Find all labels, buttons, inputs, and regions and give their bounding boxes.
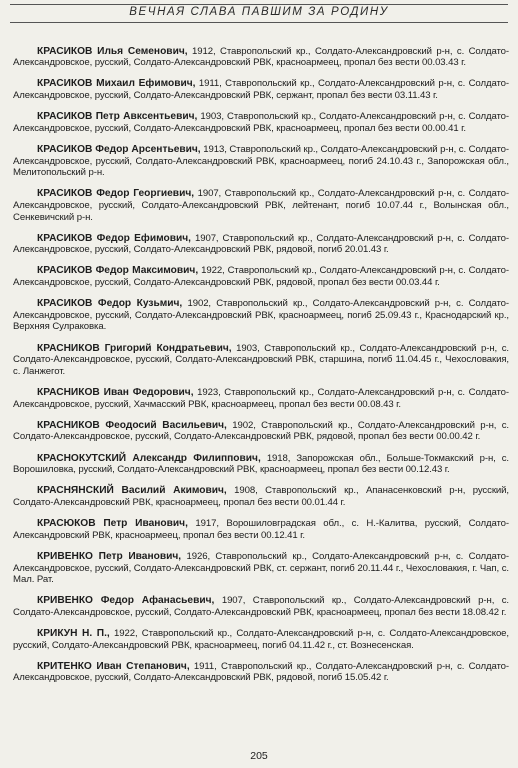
person-details: 1907, Ставропольский кр., Солдато-Александровский р-н, с. Солдато-Александровское, русский, Солдато-Александровский РВК, рядовой, погиб 20.01.43 г. [13,232,509,256]
person-name: КРАСНЯНСКИЙ Василий Акимович, [37,485,227,497]
person-details: 1917, Ворошиловградская обл., с. Н.-Калитва, русский, Солдато-Александровский РВК, красноармеец, пропал без вести 00.12.41 г. [13,518,509,541]
person-name: КРАСНИКОВ Иван Федорович, [37,387,194,398]
person-details: 1902, Ставропольский кр., Солдато-Александровский р-н, с. Солдато-Александровское, русский, Солдато-Александровский РВК, рядовой, пропал без вести 00.00.42 г. [13,419,509,443]
list-item [13,420,509,443]
list-item [13,453,509,476]
person-details: 1918, Запорожская обл., Больше-Токмакский р-н, с. Ворошиловка, русский, Солдато-Александровский РВК, красноармеец, пропал без вести 00.12.43 г. [13,452,510,476]
list-item [13,188,509,223]
list-item [13,518,509,541]
person-details: 1902, Ставропольский кр., Солдато-Александровский р-н, с. Солдато-Александровское, русский, Солдато-Александровский РВК, красноармеец, погиб 25.09.43 г., Краснодарский кр., Верхняя Сулраковка. [13,298,509,333]
list-item [13,661,509,684]
header-rule-bottom [10,22,508,23]
person-details: 1903, Ставропольский кр., Солдато-Александровский р-н, с. Солдато-Александровское, русский, Солдато-Александровский РВК, красноармеец, пропал без вести 00.00.41 г. [13,111,509,134]
person-details: 1922, Ставропольский кр., Солдато-Александровский р-н, с. Солдато-Александровское, русский, Солдато-Александровский РВК, рядовой, пропал без вести 00.03.44 г. [13,265,509,289]
person-name: КРИТЕНКО Иван Степанович, [37,660,190,672]
person-details: 1913, Ставропольский кр., Солдато-Александровский р-н, с. Солдато-Александровское, русский, Солдато-Александровский РВК, красноармеец, погиб 24.10.43 г., Запорожская обл., Мелитопольский р-н. [13,143,510,179]
list-item [13,144,509,179]
person-details: 1911, Ставропольский кр., Солдато-Александровский р-н, с. Солдато-Александровское, русский, Солдато-Александровский РВК, сержант, пропал без вести 03.11.43 г. [13,78,509,101]
person-name: КРАСИКОВ Федор Кузьмич, [37,298,183,310]
person-name: КРАСИКОВ Илья Семенович, [37,45,188,57]
person-name: КРАСИКОВ Петр Авксентьевич, [37,111,198,123]
person-details: 1922, Ставропольский кр., Солдато-Александровский р-н, с. Солдато-Александровское, русский, Солдато-Александровский РВК, красноармеец, погиб 04.11.42 г., ст. Вознесенская. [13,628,509,651]
person-name: КРАСИКОВ Федор Ефимович, [37,232,192,244]
page-number: 205 [250,750,268,762]
person-name: КРИВЕНКО Федор Афанасьевич, [37,595,215,607]
list-item [13,387,509,410]
memorial-list [13,36,509,691]
person-details: 1926, Ставропольский кр., Солдато-Александровский р-н, с. Солдато-Александровское, русский, Солдато-Александровский РВК, ст. сержант, погиб 20.11.44 г., Чехословакия, г. Чап, с. Мал. Рат. [13,550,509,586]
list-item [13,628,509,651]
person-name: КРАСИКОВ Федор Георгиевич, [37,188,195,200]
person-details: 1903, Ставропольский кр., Солдато-Александровский р-н, с. Солдато-Александровское, русский, Солдато-Александровский РВК, старшина, погиб 11.04.45 г., Чехословакия, с. Ланжегот. [13,342,509,377]
list-item [13,343,509,378]
list-item [13,233,509,256]
list-item [13,595,509,618]
person-name: КРИКУН Н. П., [37,628,110,640]
person-name: КРАСНОКУТСКИЙ Александр Филиппович, [37,452,261,464]
list-item [13,551,509,586]
person-name: КРАСИКОВ Михаил Ефимович, [37,78,196,90]
person-details: 1911, Ставропольский кр., Солдато-Александровский р-н, с. Солдато-Александровское, русский, Солдато-Александровский РВК, рядовой, погиб 15.05.42 г. [13,660,509,684]
person-details: 1908, Ставропольский кр., Апанасенковский р-н, русский, Солдато-Александровский РВК, красноармеец, пропал без вести 00.01.44 г. [13,485,509,508]
list-item [13,78,509,101]
person-details: 1912, Ставропольский кр., Солдато-Александровский р-н, с. Солдато-Александровское, русский, Солдато-Александровский РВК, красноармеец, пропал без вести 00.03.43 г. [13,45,509,69]
person-name: КРАСНИКОВ Григорий Кондратьевич, [37,342,232,354]
person-name: КРАСИКОВ Федор Максимович, [37,265,199,277]
list-item [13,485,509,508]
person-details: 1907, Ставропольский кр., Солдато-Александровский р-н, с. Солдато-Александровское, русский, Солдато-Александровский РВК, красноармеец, пропал без вести 18.08.42 г. [13,595,509,618]
person-details: 1923, Ставропольский кр., Солдато-Александровский р-н, с. Солдато-Александровское, русский, Хачмасский РВК, красноармеец, пропал без вести 00.08.43 г. [13,387,510,410]
list-item [13,46,509,69]
list-item [13,298,509,333]
list-item [13,265,509,288]
person-name: КРАСЮКОВ Петр Иванович, [37,518,188,530]
header-rule-top [10,4,508,5]
list-item [13,111,509,134]
person-name: КРИВЕНКО Петр Иванович, [37,550,182,562]
person-name: КРАСНИКОВ Феодосий Васильевич, [37,419,227,431]
running-header: ВЕЧНАЯ СЛАВА ПАВШИМ ЗА РОДИНУ [129,6,389,18]
person-details: 1907, Ставропольский кр., Солдато-Александровский р-н, с. Солдато-Александровское, русский, Солдато-Александровский РВК, лейтенант, погиб 10.07.44 г., Волынская обл., Сенкевичский р-н. [13,188,509,223]
person-name: КРАСИКОВ Федор Арсентьевич, [37,143,201,155]
